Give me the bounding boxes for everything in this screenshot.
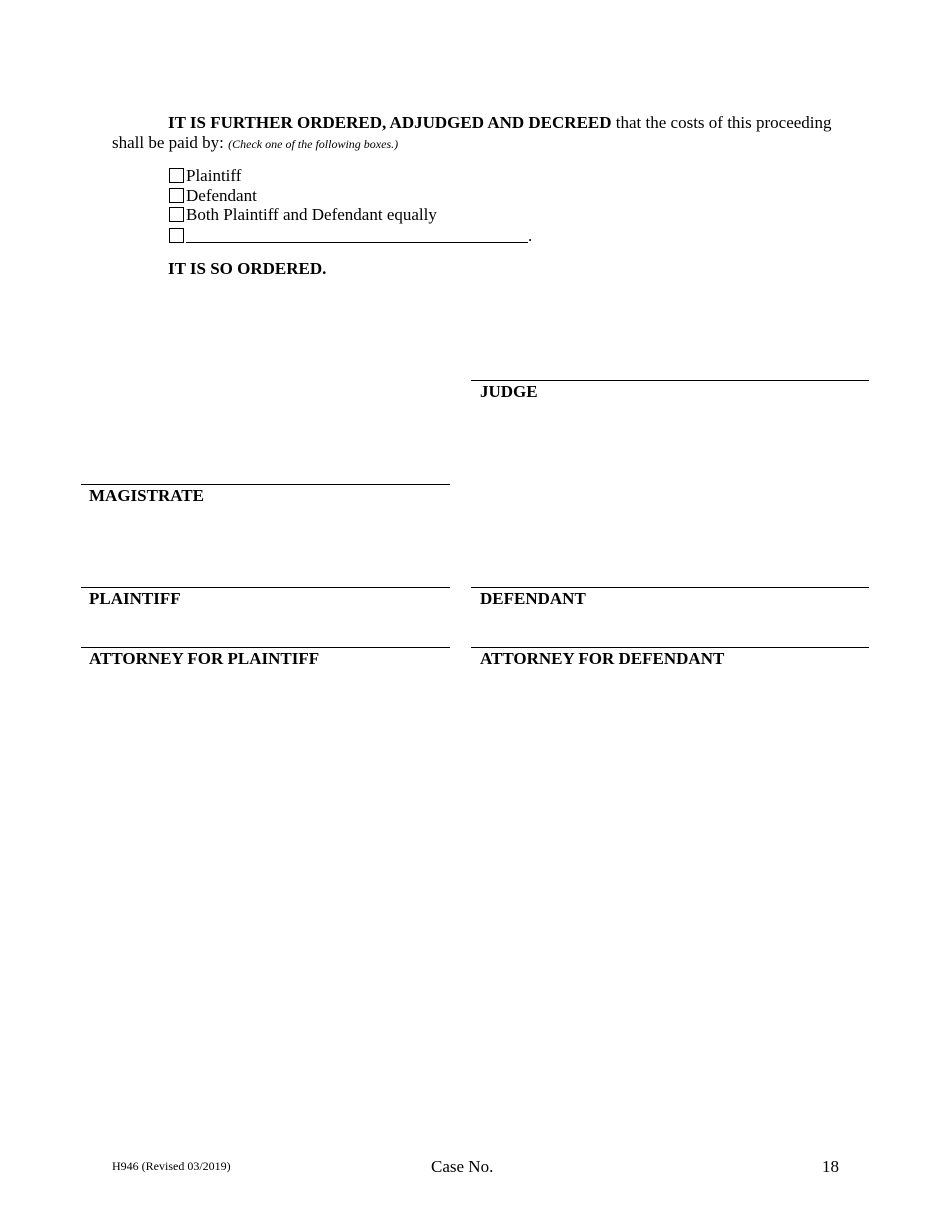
checkbox-plaintiff[interactable] — [169, 168, 184, 183]
other-blank-field[interactable] — [186, 227, 528, 243]
attorney-defendant-signature-line[interactable] — [471, 647, 869, 648]
option-plaintiff-label: Plaintiff — [186, 166, 242, 185]
order-text: that the costs of this proceeding shall be paid by: — [112, 113, 832, 152]
option-defendant[interactable] — [169, 186, 257, 205]
attorney-plaintiff-signature-line[interactable] — [81, 647, 450, 648]
other-trailing-period: . — [528, 226, 533, 245]
form-id: H946 (Revised 03/2019) — [112, 1159, 231, 1173]
option-plaintiff[interactable] — [169, 166, 241, 185]
so-ordered-heading: IT IS SO ORDERED. — [168, 259, 327, 278]
magistrate-signature-line[interactable] — [81, 484, 450, 485]
option-defendant-label: Defendant — [186, 186, 257, 205]
checkbox-other[interactable] — [169, 228, 184, 243]
option-other[interactable] — [169, 226, 532, 245]
plaintiff-label: PLAINTIFF — [89, 589, 181, 608]
plaintiff-signature-line[interactable] — [81, 587, 450, 588]
checkbox-defendant[interactable] — [169, 188, 184, 203]
defendant-signature-line[interactable] — [471, 587, 869, 588]
magistrate-label: MAGISTRATE — [89, 486, 204, 505]
order-bold-lead: IT IS FURTHER ORDERED, ADJUDGED AND DECREED — [168, 113, 612, 132]
attorney-defendant-label: ATTORNEY FOR DEFENDANT — [480, 649, 725, 668]
option-both-equally[interactable] — [169, 205, 437, 224]
defendant-label: DEFENDANT — [480, 589, 586, 608]
case-number-label: Case No. — [431, 1157, 494, 1176]
page-number: 18 — [822, 1157, 839, 1176]
judge-signature-line[interactable] — [471, 380, 869, 381]
attorney-plaintiff-label: ATTORNEY FOR PLAINTIFF — [89, 649, 320, 668]
order-note: (Check one of the following boxes.) — [228, 137, 399, 151]
checkbox-both-equally[interactable] — [169, 207, 184, 222]
costs-order-paragraph — [112, 113, 852, 154]
judge-label: JUDGE — [480, 382, 538, 401]
option-both-equally-label: Both Plaintiff and Defendant equally — [186, 205, 437, 224]
